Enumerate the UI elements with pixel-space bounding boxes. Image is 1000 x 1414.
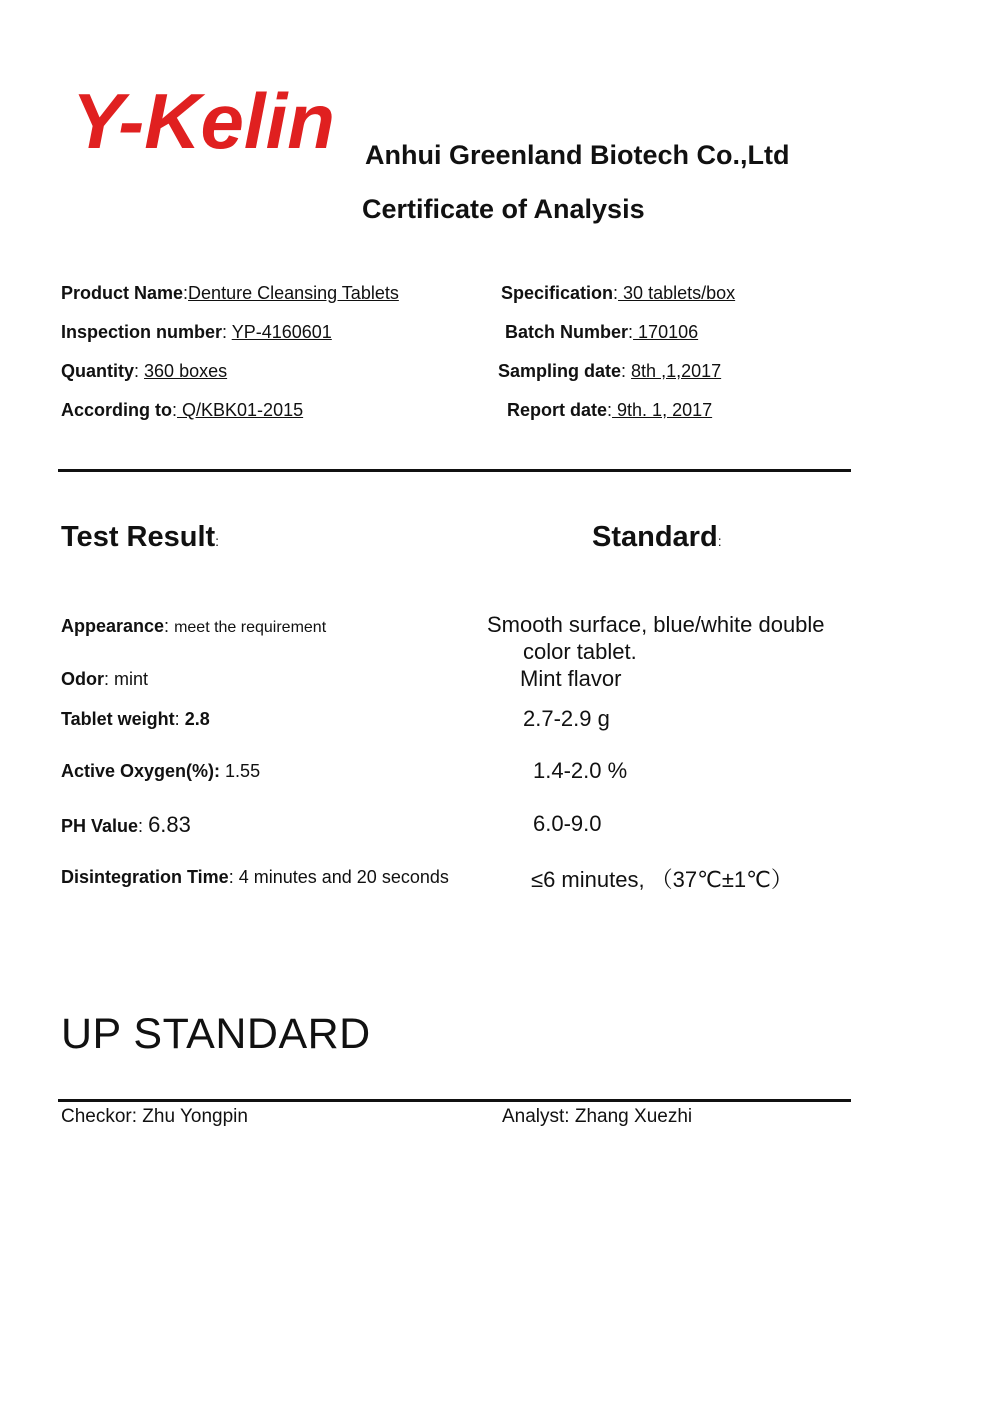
result-row-active-oxygen: Active Oxygen(%): 1.55 [61,761,261,781]
sampling-date-field: Sampling date: 8th ,1,2017 [498,361,722,381]
standard-appearance-line1: Smooth surface, blue/white double [487,612,825,637]
logo-text: Y-Kelin [72,77,335,165]
result-row-appearance: Appearance: meet the requirement [61,616,327,636]
result-row-disintegration-time: Disintegration Time: 4 minutes and 20 seconds [61,867,449,887]
footer-divider [58,1099,851,1102]
standard-active-oxygen: 1.4-2.0 % [533,758,628,783]
test-result-heading: Test Result: [61,521,220,553]
batch-number-field: Batch Number: 170106 [505,322,699,342]
report-date-label: Report date [507,400,608,420]
according-to-field: According to: Q/KBK01-2015 [61,400,304,420]
product-name-label: Product Name [61,283,184,303]
standard-ph-value: 6.0-9.0 [533,811,602,836]
result-row-odor: Odor: mint [61,669,149,689]
quantity-label: Quantity [61,361,135,381]
analyst-signature: Analyst: Zhang Xuezhi [502,1106,693,1127]
document-title: Certificate of Analysis [362,194,645,224]
batch-number-label: Batch Number [505,322,629,342]
batch-number-value: 170106 [633,322,699,342]
standard-tablet-weight: 2.7-2.9 g [523,706,610,731]
quantity-field: Quantity: 360 boxes [61,361,228,381]
standard-heading: Standard: [592,521,722,553]
standard-odor: Mint flavor [520,666,622,691]
specification-label: Specification [501,283,614,303]
product-name-field: Product Name:Denture Cleansing Tablets [61,283,399,303]
inspection-number-field: Inspection number: YP-4160601 [61,322,332,342]
report-date-field: Report date: 9th. 1, 2017 [507,400,713,420]
quantity-value: 360 boxes [144,361,228,381]
company-logo [70,70,355,165]
according-to-label: According to [61,400,172,420]
according-to-value: Q/KBK01-2015 [177,400,304,420]
specification-field: Specification: 30 tablets/box [501,283,736,303]
result-row-ph-value: PH Value: 6.83 [61,812,191,837]
verdict-text: UP STANDARD [61,1010,371,1058]
product-name-value: Denture Cleansing Tablets [188,283,399,303]
header-divider [58,469,851,472]
checker-signature: Checkor: Zhu Yongpin [61,1106,248,1127]
result-row-tablet-weight: Tablet weight: 2.8 [61,709,210,729]
standard-appearance-line2: color tablet. [523,639,637,664]
company-name: Anhui Greenland Biotech Co.,Ltd [365,140,790,170]
standard-disintegration-time: ≤6 minutes, （37℃±1℃） [531,867,793,892]
inspection-number-label: Inspection number [61,322,223,342]
specification-value: 30 tablets/box [618,283,736,303]
sampling-date-value: 8th ,1,2017 [631,361,722,381]
report-date-value: 9th. 1, 2017 [612,400,713,420]
inspection-number-value: YP-4160601 [231,322,332,342]
sampling-date-label: Sampling date [498,361,622,381]
